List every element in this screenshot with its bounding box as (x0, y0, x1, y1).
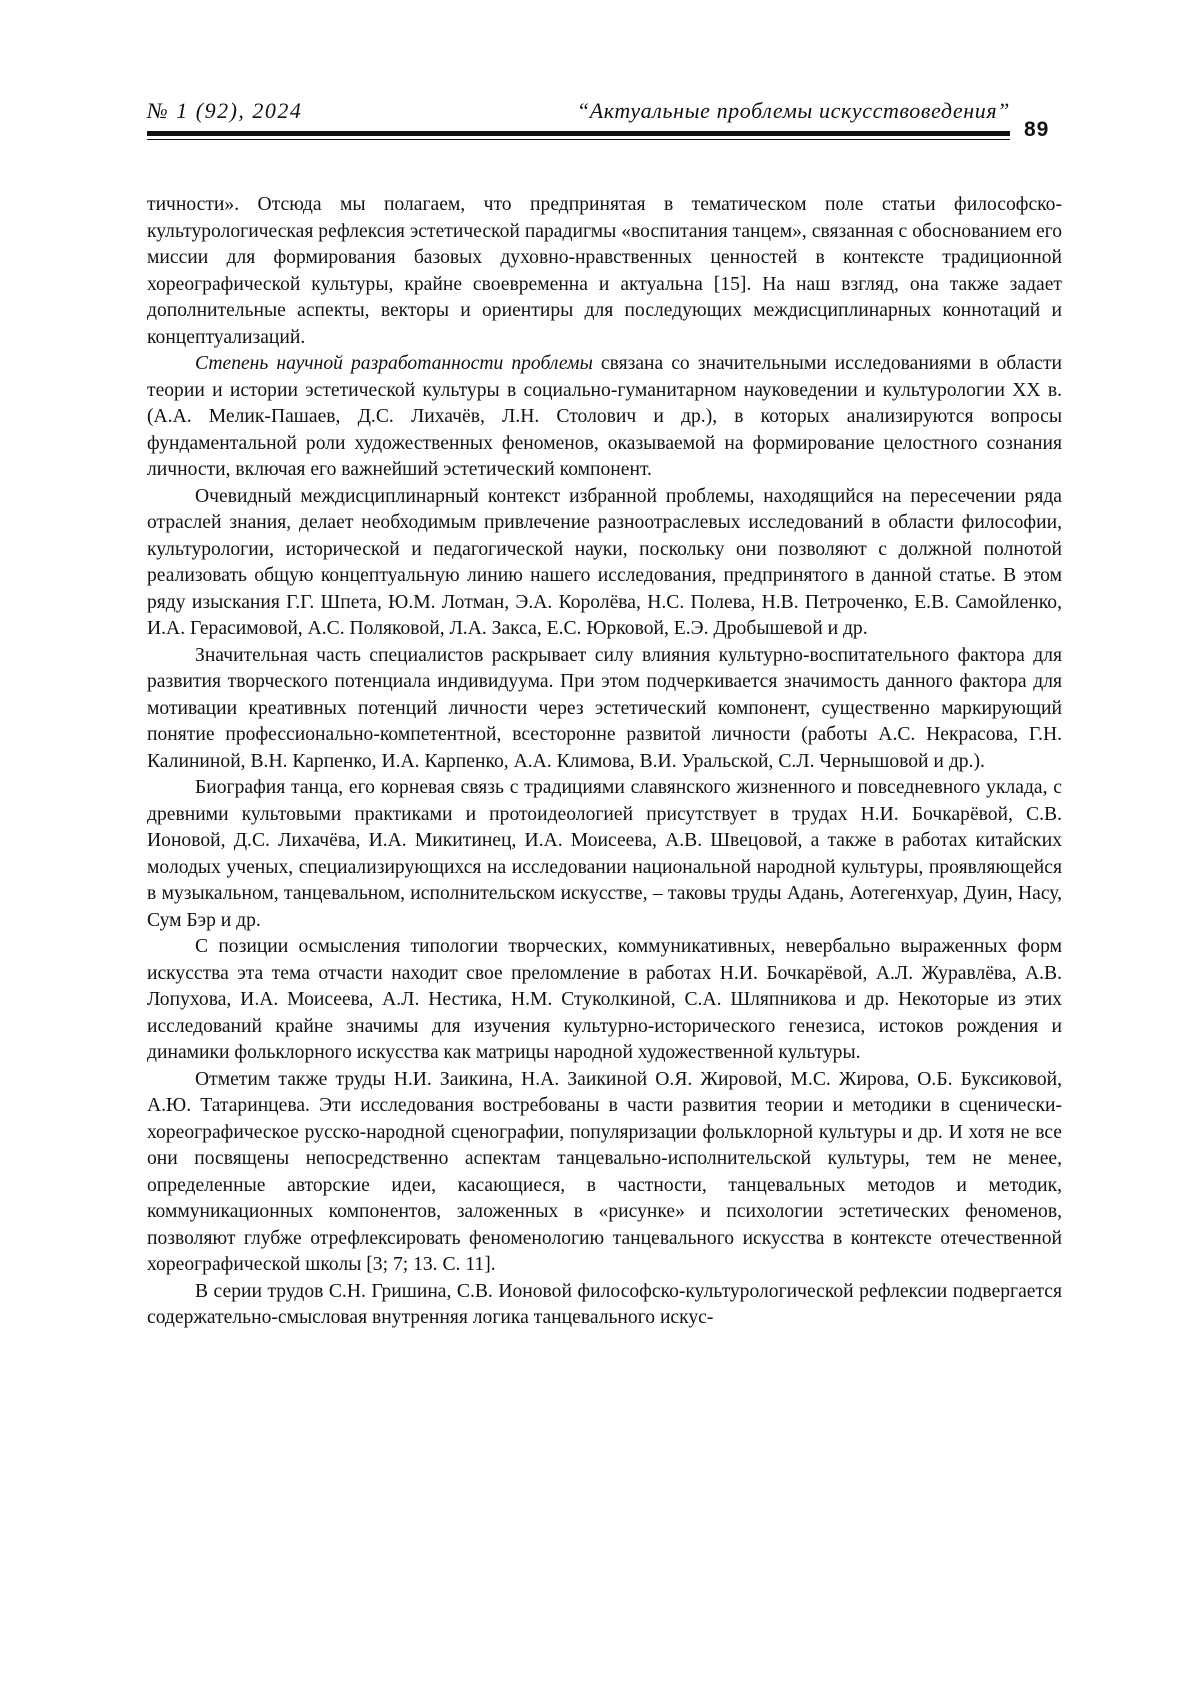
paragraph-text: связана со значительными исследованиями в области теории и истории эстетической культуры в социально-гуманитарном науковедении и культурологии XX в. (А.А. Мелик-Пашаев, Д.С. Лихачёв, Л.Н. Столович и др.), в которых анализируются вопросы фундаментальной роли художественных феноменов, оказываемой на формирование целостного сознания личности, включая его важнейший эстетический компонент. (147, 353, 1062, 480)
running-head (147, 98, 1010, 128)
paragraph-2 (147, 351, 1062, 484)
paragraph-text: Биография танца, его корневая связь с традициями славянского жизненного и повседневного уклада, с древними культовыми практиками и протоидеологией присутствует в трудах Н.И. Бочкарёвой, С.В. Ионовой, Д.С. Лихачёва, И.А. Микитинец, И.А. Моисеева, А.В. Швецовой, а также в работах китайских молодых ученых, специализирующихся на исследовании национальной народной культуры, проявляющейся в музыкальном, танцевальном, исполнительском искусстве, – таковы труды Адань, Аотегенхуар, Дуин, Насу, Сум Бэр и др. (147, 777, 1062, 931)
paragraph-text: Значительная часть специалистов раскрывает силу влияния культурно-воспитательного фактора для развития творческого потенциала индивидуума. При этом подчеркивается значимость данного фактора для мотивации креативных потенций личности через эстетический компонент, существенно маркирующий понятие профессионально-компетентной, всесторонне развитой личности (работы А.С. Некрасова, Г.Н. Калининой, В.Н. Карпенко, И.А. Карпенко, А.А. Климова, В.И. Уральской, С.Л. Чернышовой и др.). (147, 645, 1062, 772)
paragraph-text: С позиции осмысления типологии творческих, коммуникативных, невербально выраженных форм искусства эта тема отчасти находит свое преломление в работах Н.И. Бочкарёвой, А.Л. Журавлёва, А.В. Лопухова, И.А. Моисеева, А.Л. Нестика, Н.М. Стуколкиной, С.А. Шляпникова и др. Некоторые из этих исследований крайне значимы для изучения культурно-исторического генезиса, истоков рождения и динамики фольклорного искусства как матрицы народной художественной культуры. (147, 936, 1062, 1063)
page-number: 89 (1024, 118, 1049, 142)
paragraph-5 (147, 775, 1062, 934)
paragraph-text: В серии трудов С.Н. Гришина, С.В. Ионовой философско-культурологической рефлексии подвергается содержательно-смысловая внутренняя логика танцевального искус- (147, 1281, 1062, 1329)
article-body (147, 192, 1062, 1332)
paragraph-1 (147, 192, 1062, 351)
paragraph-lead-italic: Степень научной разработанности проблемы (195, 353, 593, 374)
paragraph-4 (147, 643, 1062, 776)
paragraph-text: Отметим также труды Н.И. Заикина, Н.А. Заикиной О.Я. Жировой, М.С. Жирова, О.Б. Буксиковой, А.Ю. Татаринцева. Эти исследования востребованы в части развития теории и методики в сценически-хореографическое русско-народной сценографии, популяризации фольклорной культуры и др. И хотя не все они посвящены непосредственно аспектам танцевально-исполнительской культуры, тем не менее, определенные авторские идеи, касающиеся, в частности, танцевальных методов и методик, коммуникационных компонентов, заложенных в «рисунке» и психологии эстетических феноменов, позволяют глубже отрефлексировать феноменологию танцевального искусства в контексте отечественной хореографической школы [3; 7; 13. С. 11]. (147, 1069, 1062, 1276)
paragraph-text: тичности». Отсюда мы полагаем, что предпринятая в тематическом поле статьи философско-культурологическая рефлексия эстетической парадигмы «воспитания танцем», связанная с обоснованием его миссии для формирования базовых духовно-нравственных ценностей в контексте традиционной хореографической культуры, крайне своевременна и актуальна [15]. На наш взгляд, она также задает дополнительные аспекты, векторы и ориентиры для последующих междисциплинарных коннотаций и концептуализаций. (147, 194, 1062, 348)
journal-page (0, 0, 1200, 1698)
paragraph-6 (147, 934, 1062, 1067)
issue-number: № 1 (92), 2024 (147, 98, 302, 124)
header-rule-thin (147, 139, 1010, 140)
paragraph-3 (147, 484, 1062, 643)
paragraph-7 (147, 1067, 1062, 1279)
paragraph-text: Очевидный междисциплинарный контекст избранной проблемы, находящийся на пересечении ряда отраслей знания, делает необходимым привлечение разноотраслевых исследований в области философии, культурологии, исторической и педагогической науки, поскольку они позволяют с должной полнотой реализовать общую концептуальную линию нашего исследования, предпринятого в данной статье. В этом ряду изыскания Г.Г. Шпета, Ю.М. Лотман, Э.А. Королёва, Н.С. Полева, Н.В. Петроченко, Е.В. Самойленко, И.А. Герасимовой, А.С. Поляковой, Л.А. Закса, Е.С. Юрковой, Е.Э. Дробышевой и др. (147, 486, 1062, 640)
journal-title: “Актуальные проблемы искусствоведения” (577, 98, 1010, 124)
header-rule-thick (147, 131, 1010, 136)
paragraph-8 (147, 1279, 1062, 1332)
